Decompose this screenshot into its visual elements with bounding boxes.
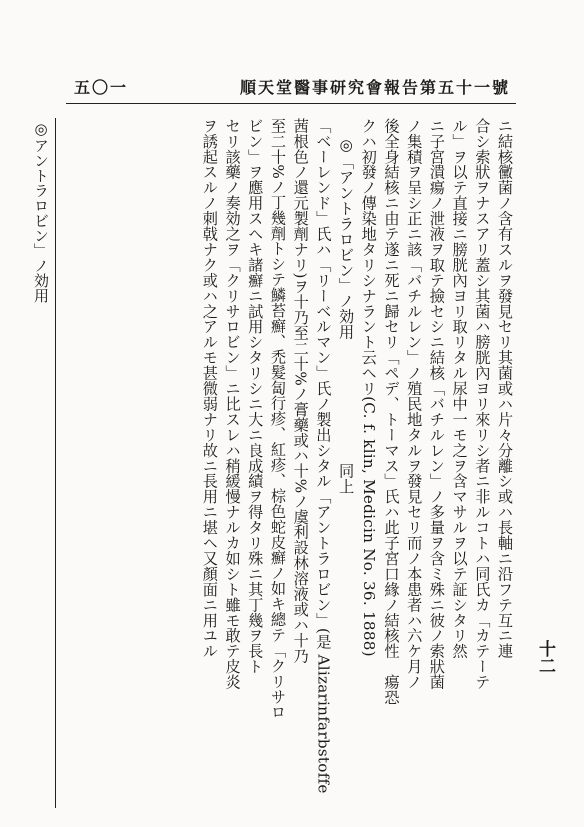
margin-page-number: 十二 <box>535 640 555 674</box>
section-heading: ◎「アントラロビン」ノ効用 同上 <box>337 136 356 495</box>
text-column: ノ集積ヲ呈シ正ニ該「バチルレン」ノ殖民地タルヲ發見セリ而ノ本患者ハ六ケ月ノ <box>405 118 424 690</box>
margin-section-title: ◎アントラロビン」ノ効用 <box>32 120 50 303</box>
text-column: ニ結核黴菌ノ含有スルヲ發見セリ其菌或ハ片々分離シ或ハ長軸ニ沿フテ互ニ連 <box>496 118 514 659</box>
text-column: ヲ誘起スルノ刺戟ナク或ハ之アルモ甚微弱ナリ故ニ長用ニ堪ヘ又顏面ニ用ユル <box>200 118 219 659</box>
text-column: ル」ヲ以テ直接ニ膀胱內ヨリ取リタル尿中一モ之ヲ含マサルヲ以テ証シタリ然 <box>450 118 469 659</box>
text-column: 「ベーレンド」氏ハ「リーベルマン」氏ノ製出シタル「アントラロビン」(是 Alizarinfarbstoffe <box>314 118 333 794</box>
running-header <box>74 76 510 96</box>
journal-title: 順天堂醫事研究會報告第五十一號 <box>239 77 510 97</box>
text-column: ニ子宮潰瘍ノ泄液ヲ取テ撿セシニ結核「バチルレン」ノ多量ヲ含ミ殊ニ彼ノ索狀菌 <box>427 118 446 690</box>
header-rule <box>66 103 516 104</box>
margin-rule <box>55 118 56 808</box>
text-column: 至二十%ノ丁幾劑トシテ鱗苔癬、禿髮匐行疹、紅疹、棕色蛇皮癬ノ如キ總テ「クリサロ <box>268 118 287 720</box>
text-column: 後全身結核ニ由テ遂ニ死ニ歸セリ「ペデ、トーマス」氏ハ此子宮口緣ノ結核性 瘍恐 <box>382 118 401 706</box>
text-column: 茜根色ノ還元製劑ナリ)ヲ十乃至二十%ノ膏藥或ハ十%ノ虞利設林溶液或ハ十乃 <box>291 118 310 664</box>
text-column: セリ該藥ノ奏効之ヲ「クリサロビン」ニ比スレハ稍緩慢ナルカ如シト雖モ敢テ皮炎 <box>223 118 242 690</box>
article-body <box>66 118 516 798</box>
text-column: 合シ索狀ヲナスアリ蓋シ其菌ハ膀胱內ヨリ來リシ者ニ非ルコトハ同氏カ「カテーテ <box>473 118 492 690</box>
page-number: 五〇一 <box>74 77 129 97</box>
text-column: ビン」ヲ應用スヘキ諸癬ニ試用シタリシニ大ニ良成績ヲ得タリ殊ニ其丁幾ヲ長ト <box>246 118 265 675</box>
text-column: クハ初發ノ傳染地タリシナラント云ヘリ(C. f. klin, Medicin No. 36. 1888) <box>359 118 378 657</box>
